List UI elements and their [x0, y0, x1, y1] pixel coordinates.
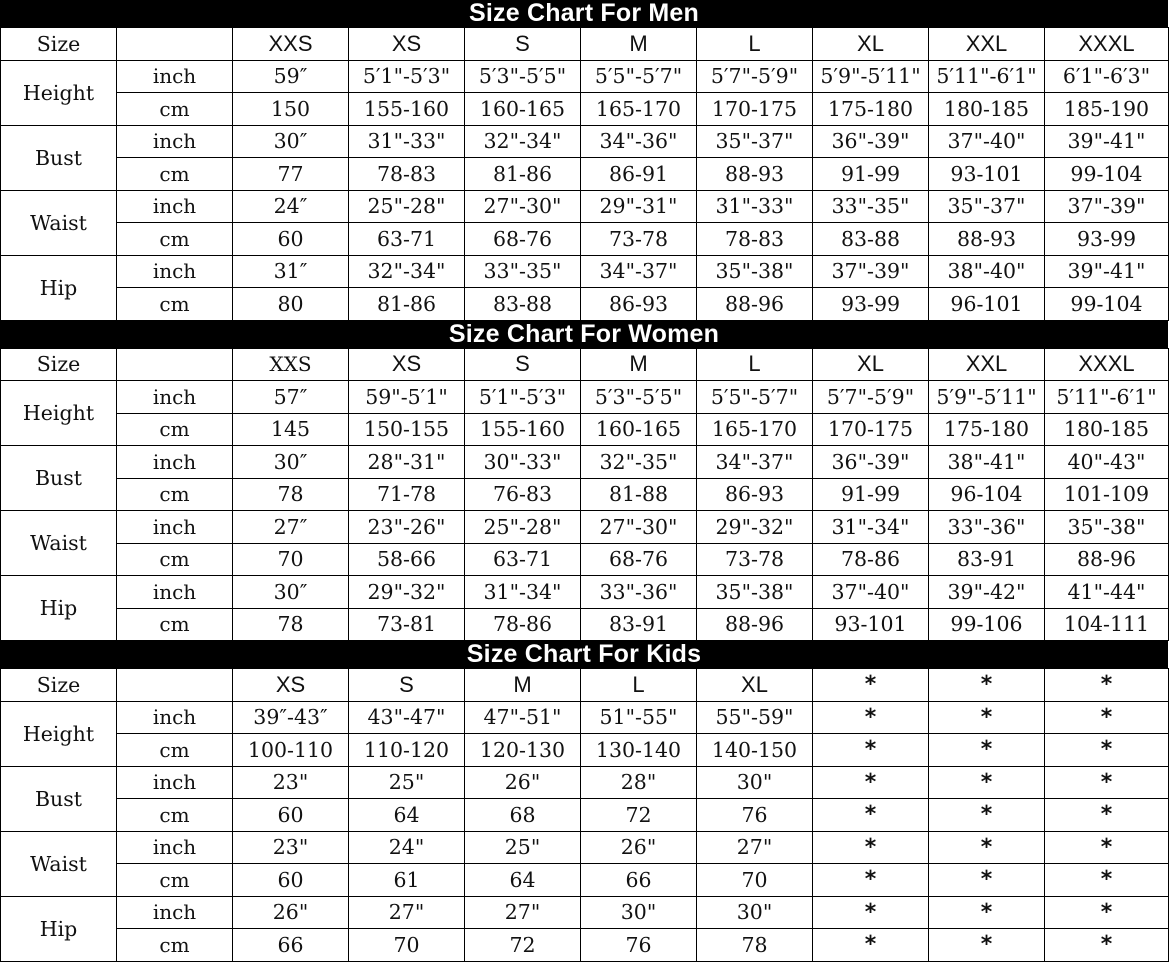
size-value-cell: 70 — [233, 543, 349, 576]
size-value-cell: 30"-33" — [465, 446, 581, 479]
size-value-cell: 73-78 — [581, 223, 697, 256]
size-value-cell: 160-165 — [465, 93, 581, 126]
size-value-cell: 31"-34" — [465, 576, 581, 609]
measurement-category: Hip — [1, 255, 117, 320]
unit-label: inch — [117, 60, 233, 93]
size-value-cell: 93-99 — [1045, 223, 1169, 256]
size-value-cell: 5′5"-5′7" — [697, 381, 813, 414]
size-value-cell: 76-83 — [465, 478, 581, 511]
unit-label: cm — [117, 158, 233, 191]
size-value-cell: 31"-33" — [349, 125, 465, 158]
size-value-cell: 35"-38" — [697, 255, 813, 288]
size-value-cell: 60 — [233, 864, 349, 897]
size-value-cell: * — [1045, 831, 1169, 864]
size-value-cell: 120-130 — [465, 734, 581, 767]
men-size-table — [0, 27, 1169, 321]
size-value-cell: 27" — [697, 831, 813, 864]
women-size-header-row — [1, 348, 1169, 381]
size-header: M — [581, 28, 697, 61]
size-value-cell: * — [1045, 929, 1169, 962]
men-rows — [1, 60, 1169, 320]
size-value-cell: 78-86 — [465, 608, 581, 641]
size-header: XXL — [929, 28, 1045, 61]
size-value-cell: * — [813, 929, 929, 962]
size-value-cell: 155-160 — [465, 413, 581, 446]
size-value-cell: 104-111 — [1045, 608, 1169, 641]
size-value-cell: 38"-41" — [929, 446, 1045, 479]
size-value-cell: 34"-36" — [581, 125, 697, 158]
size-value-cell: 78 — [697, 929, 813, 962]
size-value-cell: * — [1045, 701, 1169, 734]
size-value-cell: 63-71 — [465, 543, 581, 576]
women-waist-inch-row — [1, 511, 1169, 544]
size-value-cell: 175-180 — [929, 413, 1045, 446]
measurement-category: Waist — [1, 511, 117, 576]
unit-label: cm — [117, 799, 233, 832]
size-value-cell: 37"-39" — [813, 255, 929, 288]
size-label: Size — [1, 669, 117, 702]
size-value-cell: 5′3"-5′5" — [581, 381, 697, 414]
size-value-cell: 39"-41" — [1045, 255, 1169, 288]
size-value-cell: 60 — [233, 799, 349, 832]
size-header: * — [1045, 669, 1169, 702]
size-value-cell: 32"-35" — [581, 446, 697, 479]
women-waist-cm-row — [1, 543, 1169, 576]
unit-label: cm — [117, 93, 233, 126]
size-value-cell: 145 — [233, 413, 349, 446]
size-value-cell: 150-155 — [349, 413, 465, 446]
size-value-cell: 36"-39" — [813, 446, 929, 479]
size-value-cell: 43"-47" — [349, 701, 465, 734]
size-value-cell: 28"-31" — [349, 446, 465, 479]
size-value-cell: 28" — [581, 766, 697, 799]
size-value-cell: * — [813, 701, 929, 734]
men-size-header-row — [1, 28, 1169, 61]
size-value-cell: 33"-35" — [813, 190, 929, 223]
size-value-cell: 5′7"-5′9" — [697, 60, 813, 93]
size-value-cell: 37"-39" — [1045, 190, 1169, 223]
size-value-cell: 78 — [233, 608, 349, 641]
size-value-cell: 88-96 — [1045, 543, 1169, 576]
kids-bust-cm-row — [1, 799, 1169, 832]
size-value-cell: 26" — [233, 896, 349, 929]
kids-waist-inch-row — [1, 831, 1169, 864]
size-header: L — [697, 28, 813, 61]
size-value-cell: 78-83 — [349, 158, 465, 191]
size-value-cell: 29"-31" — [581, 190, 697, 223]
size-header: L — [697, 348, 813, 381]
unit-label: cm — [117, 223, 233, 256]
size-value-cell: 5′11"-6′1" — [929, 60, 1045, 93]
size-value-cell: 66 — [581, 864, 697, 897]
size-header: XXS — [233, 28, 349, 61]
measurement-category: Hip — [1, 896, 117, 961]
size-value-cell: 33"-36" — [581, 576, 697, 609]
men-height-cm-row — [1, 93, 1169, 126]
size-value-cell: 30″ — [233, 576, 349, 609]
size-value-cell: 180-185 — [929, 93, 1045, 126]
size-value-cell: 68 — [465, 799, 581, 832]
size-value-cell: 30″ — [233, 125, 349, 158]
size-value-cell: * — [813, 831, 929, 864]
size-value-cell: 83-91 — [581, 608, 697, 641]
size-value-cell: 64 — [349, 799, 465, 832]
size-value-cell: 51"-55" — [581, 701, 697, 734]
women-size-table — [0, 348, 1169, 642]
size-value-cell: 34"-37" — [697, 446, 813, 479]
unit-label: cm — [117, 478, 233, 511]
women-hip-cm-row — [1, 608, 1169, 641]
size-value-cell: * — [813, 864, 929, 897]
men-bust-cm-row — [1, 158, 1169, 191]
size-value-cell: 30″ — [233, 446, 349, 479]
size-value-cell: 30" — [697, 766, 813, 799]
size-value-cell: 5′7"-5′9" — [813, 381, 929, 414]
size-value-cell: * — [929, 766, 1045, 799]
size-value-cell: 110-120 — [349, 734, 465, 767]
size-value-cell: 39"-42" — [929, 576, 1045, 609]
kids-size-table — [0, 668, 1169, 962]
women-height-cm-row — [1, 413, 1169, 446]
size-value-cell: * — [929, 896, 1045, 929]
size-value-cell: 70 — [349, 929, 465, 962]
size-value-cell: 5′5"-5′7" — [581, 60, 697, 93]
size-value-cell: 68-76 — [465, 223, 581, 256]
size-value-cell: 86-93 — [581, 288, 697, 321]
size-header: XL — [697, 669, 813, 702]
unit-label: inch — [117, 576, 233, 609]
unit-label: inch — [117, 896, 233, 929]
size-value-cell: 72 — [465, 929, 581, 962]
size-value-cell: 68-76 — [581, 543, 697, 576]
size-value-cell: * — [929, 701, 1045, 734]
unit-label: inch — [117, 446, 233, 479]
size-value-cell: 160-165 — [581, 413, 697, 446]
size-label: Size — [1, 28, 117, 61]
size-value-cell: 63-71 — [349, 223, 465, 256]
size-value-cell: 38"-40" — [929, 255, 1045, 288]
size-value-cell: 66 — [233, 929, 349, 962]
size-value-cell: 35"-38" — [697, 576, 813, 609]
size-value-cell: 81-86 — [465, 158, 581, 191]
measurement-category: Height — [1, 701, 117, 766]
size-header: * — [929, 669, 1045, 702]
size-value-cell: 88-93 — [697, 158, 813, 191]
size-value-cell: * — [1045, 734, 1169, 767]
size-value-cell: 99-104 — [1045, 288, 1169, 321]
unit-label: cm — [117, 413, 233, 446]
size-value-cell: 32"-34" — [349, 255, 465, 288]
size-value-cell: 76 — [581, 929, 697, 962]
size-value-cell: 5′9"-5′11" — [929, 381, 1045, 414]
size-value-cell: 155-160 — [349, 93, 465, 126]
unit-label: inch — [117, 190, 233, 223]
unit-label: inch — [117, 381, 233, 414]
unit-label: inch — [117, 766, 233, 799]
size-label: Size — [1, 348, 117, 381]
size-value-cell: 86-93 — [697, 478, 813, 511]
size-value-cell: 83-88 — [465, 288, 581, 321]
size-value-cell: * — [1045, 799, 1169, 832]
measurement-category: Waist — [1, 190, 117, 255]
size-value-cell: 31"-33" — [697, 190, 813, 223]
size-value-cell: 73-81 — [349, 608, 465, 641]
size-header: XL — [813, 348, 929, 381]
kids-height-cm-row — [1, 734, 1169, 767]
size-header: S — [465, 348, 581, 381]
size-header: S — [349, 669, 465, 702]
size-value-cell: 76 — [697, 799, 813, 832]
size-value-cell: 25"-28" — [349, 190, 465, 223]
size-header: * — [813, 669, 929, 702]
women-bust-cm-row — [1, 478, 1169, 511]
size-value-cell: 165-170 — [697, 413, 813, 446]
size-value-cell: 29"-32" — [697, 511, 813, 544]
unit-label: inch — [117, 125, 233, 158]
size-value-cell: * — [813, 734, 929, 767]
size-value-cell: * — [929, 831, 1045, 864]
size-value-cell: 5′11"-6′1" — [1045, 381, 1169, 414]
size-value-cell: 88-93 — [929, 223, 1045, 256]
size-value-cell: 37"-40" — [929, 125, 1045, 158]
men-waist-inch-row — [1, 190, 1169, 223]
unit-label: cm — [117, 288, 233, 321]
size-value-cell: 77 — [233, 158, 349, 191]
size-header: XS — [349, 348, 465, 381]
blank-cell — [117, 28, 233, 61]
size-value-cell: 34"-37" — [581, 255, 697, 288]
measurement-category: Height — [1, 60, 117, 125]
size-value-cell: 91-99 — [813, 158, 929, 191]
size-value-cell: 91-99 — [813, 478, 929, 511]
size-value-cell: 81-86 — [349, 288, 465, 321]
blank-cell — [117, 348, 233, 381]
size-value-cell: 73-78 — [697, 543, 813, 576]
size-value-cell: 27″ — [233, 511, 349, 544]
size-value-cell: 23" — [233, 766, 349, 799]
size-value-cell: 40"-43" — [1045, 446, 1169, 479]
women-height-inch-row — [1, 381, 1169, 414]
size-value-cell: 39"-41" — [1045, 125, 1169, 158]
size-value-cell: 180-185 — [1045, 413, 1169, 446]
size-value-cell: 71-78 — [349, 478, 465, 511]
women-bust-inch-row — [1, 446, 1169, 479]
size-value-cell: 58-66 — [349, 543, 465, 576]
unit-label: inch — [117, 511, 233, 544]
size-header: XXL — [929, 348, 1045, 381]
size-value-cell: 30" — [581, 896, 697, 929]
size-value-cell: 70 — [697, 864, 813, 897]
size-value-cell: 35"-37" — [697, 125, 813, 158]
measurement-category: Hip — [1, 576, 117, 641]
size-value-cell: 23" — [233, 831, 349, 864]
size-value-cell: 5′1"-5′3" — [465, 381, 581, 414]
women-hip-inch-row — [1, 576, 1169, 609]
size-value-cell: 60 — [233, 223, 349, 256]
size-value-cell: * — [929, 929, 1045, 962]
size-value-cell: 99-106 — [929, 608, 1045, 641]
measurement-category: Bust — [1, 446, 117, 511]
size-value-cell: 25" — [349, 766, 465, 799]
blank-cell — [117, 669, 233, 702]
size-value-cell: 93-99 — [813, 288, 929, 321]
size-value-cell: 170-175 — [697, 93, 813, 126]
size-header: M — [465, 669, 581, 702]
size-value-cell: 39″-43″ — [233, 701, 349, 734]
size-value-cell: 27" — [349, 896, 465, 929]
size-value-cell: 83-88 — [813, 223, 929, 256]
size-value-cell: 130-140 — [581, 734, 697, 767]
kids-bust-inch-row — [1, 766, 1169, 799]
size-value-cell: 57″ — [233, 381, 349, 414]
size-value-cell: 24″ — [233, 190, 349, 223]
size-header: XS — [233, 669, 349, 702]
size-value-cell: 37"-40" — [813, 576, 929, 609]
women-rows — [1, 381, 1169, 641]
size-value-cell: 96-104 — [929, 478, 1045, 511]
size-value-cell: 33"-35" — [465, 255, 581, 288]
size-value-cell: 26" — [581, 831, 697, 864]
size-value-cell: * — [929, 734, 1045, 767]
size-value-cell: 78-83 — [697, 223, 813, 256]
size-header: S — [465, 28, 581, 61]
size-value-cell: 99-104 — [1045, 158, 1169, 191]
size-value-cell: 47"-51" — [465, 701, 581, 734]
size-value-cell: 93-101 — [929, 158, 1045, 191]
size-value-cell: * — [813, 766, 929, 799]
size-value-cell: 41"-44" — [1045, 576, 1169, 609]
unit-label: cm — [117, 608, 233, 641]
women-chart-title: Size Chart For Women — [0, 321, 1168, 348]
size-value-cell: 31″ — [233, 255, 349, 288]
size-value-cell: 83-91 — [929, 543, 1045, 576]
size-value-cell: 150 — [233, 93, 349, 126]
size-value-cell: 86-91 — [581, 158, 697, 191]
size-value-cell: * — [1045, 896, 1169, 929]
size-value-cell: 6′1"-6′3" — [1045, 60, 1169, 93]
men-chart-title: Size Chart For Men — [0, 0, 1168, 27]
unit-label: inch — [117, 255, 233, 288]
size-header: XXXL — [1045, 28, 1169, 61]
size-value-cell: 101-109 — [1045, 478, 1169, 511]
size-value-cell: 59"-5′1" — [349, 381, 465, 414]
size-value-cell: * — [1045, 766, 1169, 799]
kids-height-inch-row — [1, 701, 1169, 734]
size-value-cell: 29"-32" — [349, 576, 465, 609]
size-value-cell: 185-190 — [1045, 93, 1169, 126]
size-value-cell: 25"-28" — [465, 511, 581, 544]
kids-hip-cm-row — [1, 929, 1169, 962]
size-value-cell: 27"-30" — [581, 511, 697, 544]
size-value-cell: 23"-26" — [349, 511, 465, 544]
men-hip-cm-row — [1, 288, 1169, 321]
measurement-category: Bust — [1, 125, 117, 190]
size-value-cell: 31"-34" — [813, 511, 929, 544]
size-value-cell: 140-150 — [697, 734, 813, 767]
size-header: XS — [349, 28, 465, 61]
size-value-cell: * — [813, 896, 929, 929]
size-value-cell: 35"-37" — [929, 190, 1045, 223]
size-value-cell: 88-96 — [697, 608, 813, 641]
size-header: XXXL — [1045, 348, 1169, 381]
size-value-cell: 81-88 — [581, 478, 697, 511]
size-value-cell: 27"-30" — [465, 190, 581, 223]
measurement-category: Bust — [1, 766, 117, 831]
men-waist-cm-row — [1, 223, 1169, 256]
unit-label: cm — [117, 734, 233, 767]
size-header: M — [581, 348, 697, 381]
size-value-cell: 93-101 — [813, 608, 929, 641]
size-header: XL — [813, 28, 929, 61]
kids-size-header-row — [1, 669, 1169, 702]
size-value-cell: 170-175 — [813, 413, 929, 446]
size-value-cell: 72 — [581, 799, 697, 832]
size-value-cell: 78 — [233, 478, 349, 511]
kids-hip-inch-row — [1, 896, 1169, 929]
size-value-cell: 32"-34" — [465, 125, 581, 158]
size-value-cell: 26" — [465, 766, 581, 799]
kids-waist-cm-row — [1, 864, 1169, 897]
size-value-cell: 64 — [465, 864, 581, 897]
size-value-cell: 36"-39" — [813, 125, 929, 158]
unit-label: cm — [117, 543, 233, 576]
size-value-cell: 165-170 — [581, 93, 697, 126]
kids-chart-title: Size Chart For Kids — [0, 641, 1168, 668]
size-value-cell: 5′9"-5′11" — [813, 60, 929, 93]
measurement-category: Height — [1, 381, 117, 446]
size-value-cell: 100-110 — [233, 734, 349, 767]
men-hip-inch-row — [1, 255, 1169, 288]
unit-label: inch — [117, 701, 233, 734]
size-value-cell: 5′3"-5′5" — [465, 60, 581, 93]
size-value-cell: 96-101 — [929, 288, 1045, 321]
size-value-cell: 30" — [697, 896, 813, 929]
size-value-cell: 25" — [465, 831, 581, 864]
unit-label: cm — [117, 929, 233, 962]
men-bust-inch-row — [1, 125, 1169, 158]
unit-label: inch — [117, 831, 233, 864]
size-value-cell: 33"-36" — [929, 511, 1045, 544]
size-value-cell: 24" — [349, 831, 465, 864]
size-value-cell: 80 — [233, 288, 349, 321]
size-value-cell: * — [929, 864, 1045, 897]
men-height-inch-row — [1, 60, 1169, 93]
size-value-cell: * — [929, 799, 1045, 832]
size-header: L — [581, 669, 697, 702]
size-value-cell: 175-180 — [813, 93, 929, 126]
size-value-cell: 35"-38" — [1045, 511, 1169, 544]
size-value-cell: 61 — [349, 864, 465, 897]
size-value-cell: 78-86 — [813, 543, 929, 576]
size-value-cell: 27" — [465, 896, 581, 929]
size-value-cell: 55"-59" — [697, 701, 813, 734]
size-value-cell: 5′1"-5′3" — [349, 60, 465, 93]
measurement-category: Waist — [1, 831, 117, 896]
kids-rows — [1, 701, 1169, 961]
size-value-cell: * — [813, 799, 929, 832]
size-value-cell: 59″ — [233, 60, 349, 93]
size-value-cell: * — [1045, 864, 1169, 897]
unit-label: cm — [117, 864, 233, 897]
size-value-cell: 88-96 — [697, 288, 813, 321]
size-header: XXS — [233, 348, 349, 381]
